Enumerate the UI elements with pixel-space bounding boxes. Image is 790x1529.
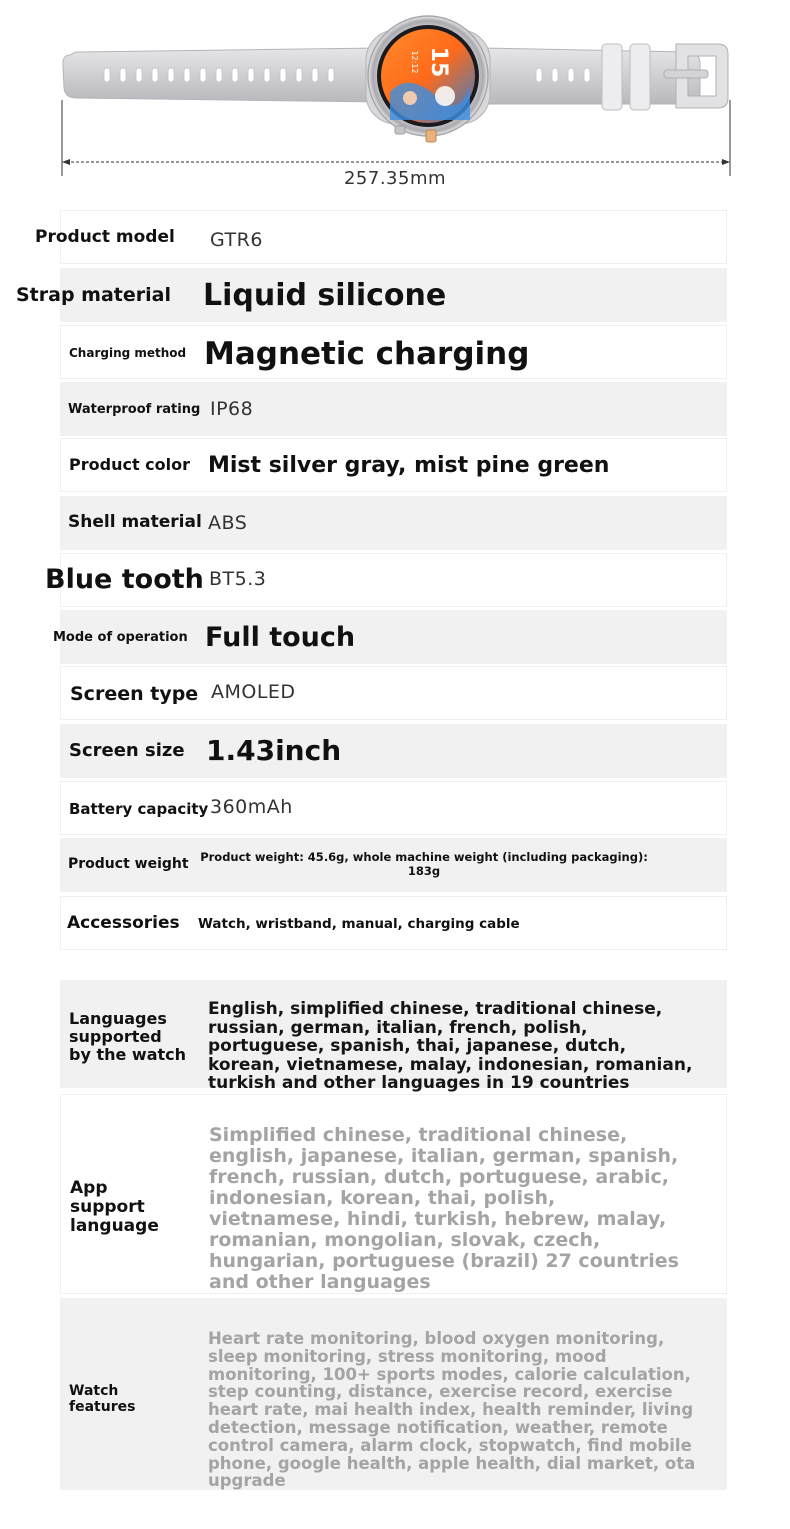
spec-label: Strap material: [16, 284, 171, 306]
spec-value: Liquid silicone: [203, 278, 447, 313]
detail-value: English, simplified chinese, traditional chinese, russian, german, italian, french, polish, portuguese, spanish, thai, japanese, dutch, korean, vietnamese, malay, indonesian, romanian, turkish and other languages in 19 countries: [208, 999, 693, 1093]
detail-label: App support language: [70, 1178, 159, 1236]
spec-row-accessories: [60, 896, 727, 950]
spec-value: ABS: [208, 512, 248, 534]
spec-row-charging-method: [60, 325, 727, 379]
spec-label: Screen type: [70, 683, 199, 705]
spec-label: Product model: [35, 227, 175, 247]
spec-label: Blue tooth: [45, 564, 204, 595]
spec-value: IP68: [210, 398, 254, 420]
spec-value: GTR6: [210, 229, 263, 251]
spec-value: 1.43inch: [206, 734, 342, 767]
detail-row-watch-features: [60, 1298, 727, 1490]
spec-label: Shell material: [68, 512, 202, 532]
spec-label: Screen size: [69, 740, 185, 761]
spec-value: AMOLED: [211, 681, 296, 703]
spec-row-screen-type: [60, 666, 727, 720]
spec-row-product-color: [60, 438, 727, 492]
spec-row-product-model: [35, 210, 727, 264]
spec-row-shell-material: [60, 496, 727, 550]
spec-value: Magnetic charging: [204, 336, 530, 372]
spec-label: Battery capacity: [69, 800, 209, 818]
detail-label: Watch features: [69, 1383, 136, 1415]
spec-value: 360mAh: [210, 796, 293, 818]
spec-row-bluetooth: [45, 553, 727, 607]
spec-row-screen-size: [60, 724, 727, 778]
spec-label: Accessories: [67, 913, 180, 933]
spec-row-strap-material: [16, 268, 727, 322]
spec-value: BT5.3: [209, 568, 267, 590]
spec-label: Charging method: [69, 346, 187, 360]
spec-row-waterproof-rating: [60, 382, 727, 436]
spec-label: Product weight: [68, 856, 189, 872]
svg-text:12:12: 12:12: [410, 50, 419, 74]
detail-row-app-languages: [60, 1094, 727, 1294]
spec-row-mode-of-operation: [53, 610, 727, 664]
spec-value: Watch, wristband, manual, charging cable: [198, 916, 520, 932]
spec-row-product-weight: [60, 838, 727, 892]
spec-row-battery-capacity: [60, 781, 727, 835]
detail-label: Languages supported by the watch: [69, 1009, 187, 1064]
spec-label: Mode of operation: [53, 630, 188, 645]
svg-text:15: 15: [426, 46, 451, 78]
spec-value: Product weight: 45.6g, whole machine weight (including packaging): 183g: [200, 850, 648, 878]
detail-value: Heart rate monitoring, blood oxygen monitoring, sleep monitoring, stress monitoring, mood monitoring, 100+ sports modes, calorie calculation, step counting, distance, exercise record, exercise heart rate, mai health index, health reminder, living detection, message notification, weather, remote control camera, alarm clock, stopwatch, find mobile phone, google health, apple health, dial market, ota upgrade: [208, 1329, 696, 1491]
detail-value: Simplified chinese, traditional chinese, english, japanese, italian, german, spanish, french, russian, dutch, portuguese, arabic, indonesian, korean, thai, polish, vietnamese, hindi, turkish, hebrew, malay, romanian, mongolian, slovak, czech, hungarian, portuguese (brazil) 27 countries and other languages: [209, 1124, 679, 1293]
spec-label: Product color: [69, 455, 190, 474]
spec-label: Waterproof rating: [68, 402, 201, 417]
spec-value: Mist silver gray, mist pine green: [208, 453, 610, 478]
spec-value: Full touch: [205, 622, 356, 653]
detail-row-watch-languages: [60, 980, 727, 1093]
length-dimension-label: 257.35mm: [343, 168, 447, 189]
